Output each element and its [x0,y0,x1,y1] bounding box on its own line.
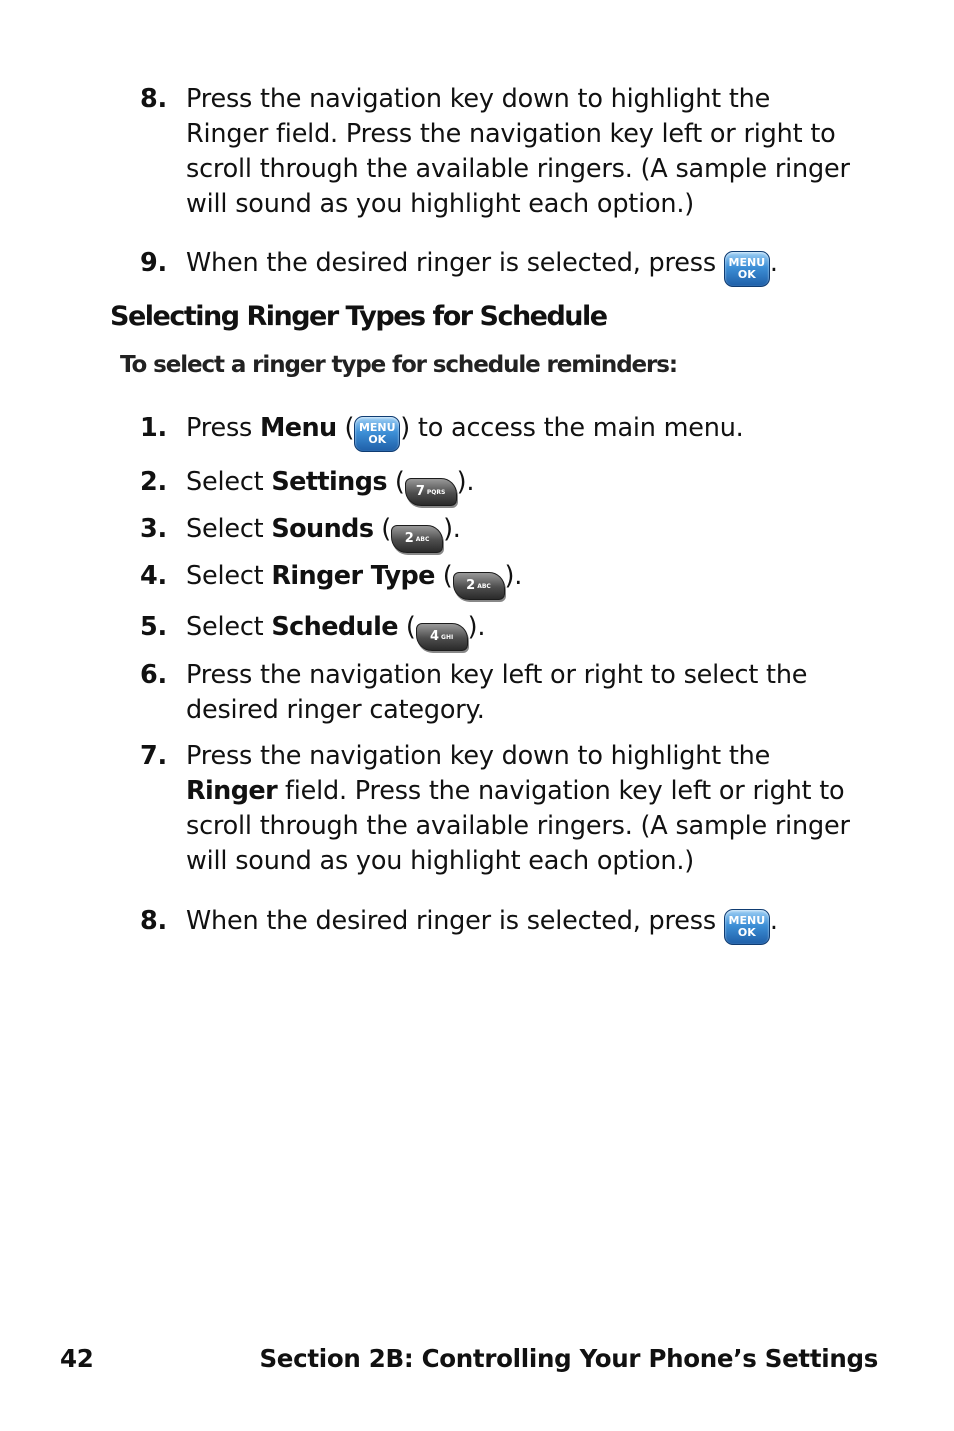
step-text: Select Sounds ( 2 ABC ). [186,512,860,553]
step-number: 9. [140,248,168,278]
menu-ok-key-icon: MENU OK [724,909,770,945]
step-text: Press the navigation key left or right to select the desired ringer category. [186,660,808,725]
step-text: Select Schedule ( 4 GHI ). [186,610,860,651]
key-4-icon: 4 GHI [416,623,468,651]
list-item [140,610,860,651]
key-2-icon: 2 ABC [453,572,505,600]
list-item [140,512,860,553]
list-item [140,559,860,600]
step-number: 7. [140,741,168,771]
list-item [140,904,860,945]
list-item [140,658,860,728]
step-number: 3. [140,514,168,544]
step-number: 4. [140,561,168,591]
step-number: 8. [140,84,168,114]
page-number: 42 [60,1344,94,1373]
menu-ok-key-icon: MENU OK [724,251,770,287]
step-text: Select Ringer Type ( 2 ABC ). [186,559,860,600]
intro-text: To select a ringer type for schedule reminders: [120,352,677,378]
step-text: Press Menu ( MENU OK ) to access the main menu. [186,411,860,452]
step-text: When the desired ringer is selected, press MENU OK . [186,246,860,287]
key-7-icon: 7 PQRS [405,478,457,506]
step-number: 2. [140,467,168,497]
menu-ok-key-icon: MENU OK [354,416,400,452]
step-text: When the desired ringer is selected, press MENU OK . [186,904,860,945]
step-text: Select Settings ( 7 PQRS ). [186,465,860,506]
section-footer: Section 2B: Controlling Your Phone’s Settings [259,1344,878,1373]
list-item [140,82,860,222]
key-2-icon: 2 ABC [391,525,443,553]
step-text: Press the navigation key down to highlight the Ringer field. Press the navigation key left or right to scroll through the available ringers. (A sample ringer will sound as you highlight each option.) [186,741,850,876]
step-text: Press the navigation key down to highlight the Ringer field. Press the navigation key left or right to scroll through the available ringers. (A sample ringer will sound as you highlight each option.) [186,84,850,219]
list-item [140,465,860,506]
list-item [140,739,860,879]
list-item [140,246,860,287]
section-heading: Selecting Ringer Types for Schedule [110,301,607,332]
list-item [140,411,860,452]
step-number: 5. [140,612,168,642]
step-number: 8. [140,906,168,936]
step-number: 6. [140,660,168,690]
step-number: 1. [140,413,168,443]
